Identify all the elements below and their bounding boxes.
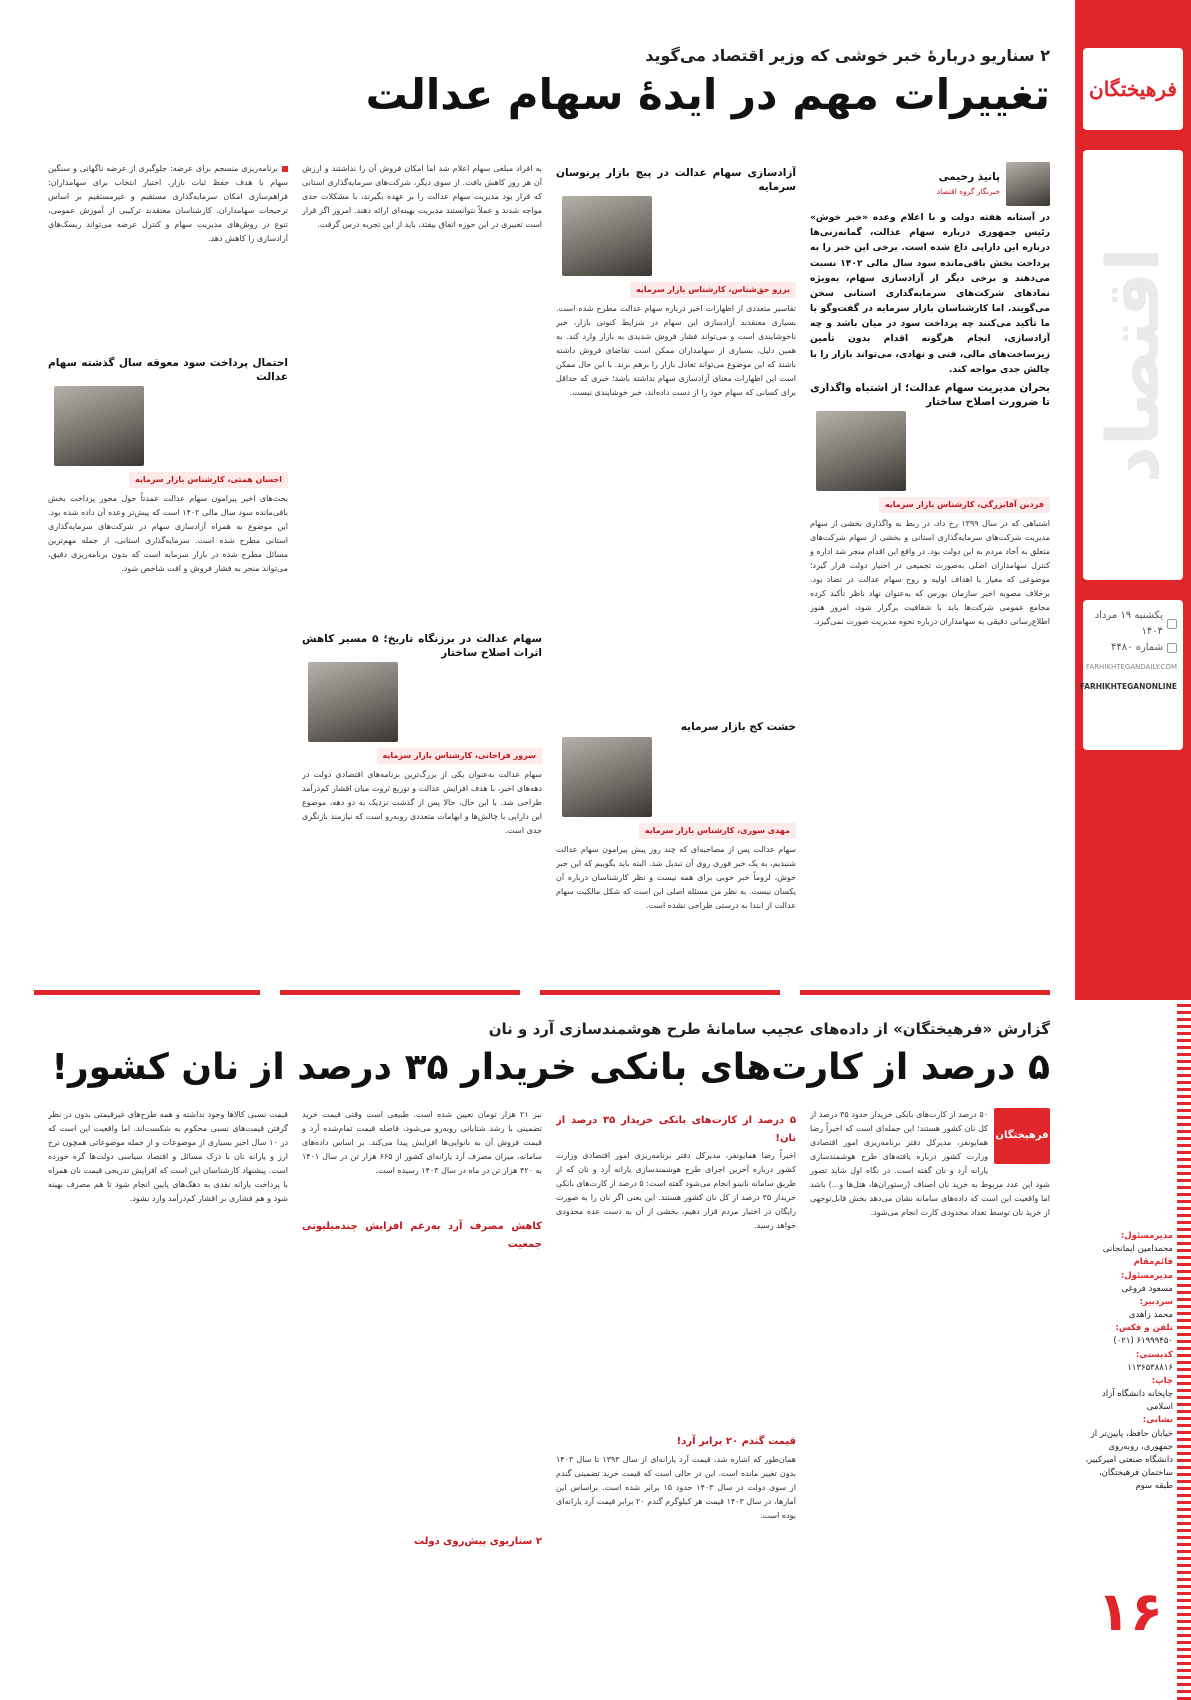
article-body: نیز ۲۱ هزار تومان تعیین شده است. طبیعی است وقتی قیمت خرید تضمینی با رشد شتابانی روبه‌رو می‌شود، فاصله قیمت تمام‌شده آرد و قیمت فروش آن به نانوایی‌ها افزایش پیدا می‌کند. بر اساس داده‌های سامانه، میزان مصرف آرد یارانه‌ای کشور از ۶۶۵ هزار تن در سال ۱۴۰۱ به ۴۲۰ هزار تن در ماه در سال ۱۴۰۳ رسیده است.: [302, 1110, 542, 1175]
byline-haghshenas: برزو حق‌شناس، کارشناس بازار سرمایه: [630, 282, 796, 298]
calendar-icon: [1167, 619, 1177, 629]
credit-key: نشانی:: [1142, 1415, 1173, 1426]
byline-hemmati: احسان همتی، کارشناس بازار سرمایه: [129, 472, 288, 488]
article-body: اخیراً رضا همایونفر، مدیرکل دفتر برنامه‌ریزی امور اقتصادی وزارت کشور درباره آخرین اجرای طرح هوشمندسازی یارانه آرد و نان که از طریق سامانه نانینو انجام می‌شود گفته است: ۵ درصد از کارت‌های بانکی خریدار ۳۵ درصد از کل نان کشور هستند. این یعنی اگر نان را به صورت رایگان در اختیار مردم قرار دهیم، بخشی از آن به دست عده محدودی خواهد رسید.: [556, 1151, 796, 1230]
credit-key: کدپستی:: [1135, 1349, 1173, 1360]
credit-value: چاپخانه دانشگاه آزاد اسلامی: [1101, 1389, 1173, 1413]
story1-column-a: [810, 162, 1050, 982]
article-body: قیمت نسبی کالاها وجود نداشته و همه طرح‌های غیرقیمتی بدون در نظر گرفتن قیمت‌های نسبی محکوم به شکست‌اند. اما واقعیت این است که در ۱۰ سال اخیر بسیاری از موضوعات و از جمله موضوعاتی همچون نرخ ارز و یارانه نان با درک مسائل و اقتصاد سیاسی دولت‌ها گره خورده است. پیشنهاد کارشناسان این است که افزایش تدریجی قیمت نان همراه با پرداخت یارانه نقدی به دهک‌های پایین انجام شود تا هم مصرف بهینه شود و هم فشاری بر اقشار کم‌درآمد وارد نشود.: [48, 1110, 288, 1203]
newspaper-logo[interactable]: فرهیختگان: [1083, 48, 1183, 130]
story2-kicker: گزارش «فرهیختگان» از داده‌های عجیب سامانهٔ طرح هوشمندسازی آرد و نان: [488, 1020, 1050, 1038]
credit-key: چاپ:: [1151, 1375, 1173, 1386]
section-divider: [540, 990, 780, 995]
subhead-crossroads: سهام عدالت در برزنگاه تاریخ؛ ۵ مسیر کاهش اثرات اصلاح ساختار: [302, 633, 542, 660]
issue-date: یکشنبه ۱۹ مرداد ۱۴۰۴: [1094, 610, 1163, 637]
story2-column-d: [48, 1108, 288, 1668]
credit-value: محمد زاهدی: [1128, 1310, 1173, 1321]
article-body: سهام عدالت به‌عنوان یکی از بزرگ‌ترین برنامه‌های اقتصادی دولت در دهه‌های اخیر، با هدف افزایش عدالت و توزیع ثروت میان اقشار کم‌درآمد طراحی شد. با این حال، حالا پس از گذشت نزدیک به دو دهه، موضوع این دارایی با چالش‌ها و ابهامات متعددی روبه‌رو است که نیازمند بازنگری جدی است.: [302, 770, 542, 836]
expert-photo-aghabozorgi: [816, 411, 906, 491]
subhead-five-percent: ۵ درصد از کارت‌های بانکی خریدار ۳۵ درصد از نان!: [556, 1115, 796, 1144]
bullet-marker: [282, 166, 288, 172]
credit-value: ۶۱۹۹۹۴۵۰ (۰۲۱): [1113, 1336, 1173, 1347]
page-number: ۱۶: [1097, 1580, 1163, 1643]
newspaper-icon: [1167, 643, 1177, 653]
section-divider: [280, 990, 520, 995]
story1-headline: تغییرات مهم در ایدهٔ سهام عدالت: [365, 70, 1050, 119]
subhead-liberation: آزادسازی سهام عدالت در پیچ بازار پرنوسان سرمایه: [556, 167, 796, 194]
credit-value: مسعود فروغی: [1121, 1283, 1173, 1294]
article-body: تفاسیر متعددی از اظهارات اخیر درباره سهام عدالت مطرح شده است. بسیاری معتقدند آزادسازی این سهام در شرایط کنونی بازار، خبر ناخوشایندی است و می‌تواند فشار فروش شدیدی به بازار وارد کند. به همین دلیل، بسیاری از سهامداران ممکن است تقاضای فروش داشته باشند که این موضوع می‌تواند تعادل بازار را برهم بزند. با این حال ممکن است این اظهارات معنای آزادسازی سهام نداشته باشد؛ خبری که حداقل برای کسانی که سهام خود را از دست داده‌اند، خبر خوشایندی نیست.: [556, 304, 796, 398]
issue-info: [1079, 600, 1183, 750]
article-body: همان‌طور که اشاره شد، قیمت آرد یارانه‌ای از سال ۱۳۹۳ تا سال ۱۴۰۳ بدون تغییر مانده است. این در حالی است که قیمت خرید تضمینی گندم از سوی دولت در سال ۱۴۰۳ حدود ۱۵ برابر شده است. براساس این آمارها، در سال ۱۴۰۳ قیمت هر کیلوگرم گندم ۲۰ برابر قیمت آرد یارانه‌ای بوده است.: [556, 1454, 796, 1520]
byline-farakhani: سرور فراخانی، کارشناس بازار سرمایه: [377, 748, 542, 764]
story1-column-c: [302, 162, 542, 982]
credit-key: قائم‌مقام مدیرمسئول:: [1120, 1257, 1173, 1281]
story1-column-b: [556, 162, 796, 982]
subhead-wheat-price: قیمت گندم ۲۰ برابر آرد!: [676, 1436, 796, 1447]
article-body: اشتباهی که در سال ۱۳۹۹ رخ داد، در ربط به واگذاری بخشی از سهام مدیریت شرکت‌های سرمایه‌گذاری استانی و بخشی از سهام شرکت‌های متعلق به آحاد مردم به این دولت بود. در واقع این اقدام منجر شد اداره و کنترل سهامداران اصلی به‌صورت تجمیعی در اختیار دولت قرار گیرد؛ موضوعی که معیار با اهداف اولیه و روح سهام عدالت در تضاد بود. برخلاف مصوبه اخیر سازمان بورس که به‌عنوان نهاد ناظر تأکید کرده مجامع عمومی شرکت‌ها باید با شفافیت برگزار شود، امروز هنوز اطلاع‌رسانی دقیقی به سهامداران درباره نحوه مدیریت صورت نمی‌گیرد.: [810, 519, 1050, 627]
right-sidebar: [1075, 0, 1191, 1700]
article-body: [48, 162, 288, 246]
byline-souri: مهدی سوری، کارشناس بازار سرمایه: [639, 823, 796, 839]
section-label: [1083, 150, 1183, 580]
story2-headline: ۵ درصد از کارت‌های بانکی خریدار ۳۵ درصد از نان کشور!: [51, 1047, 1050, 1088]
author-role: خبرنگار گروه اقتصاد: [936, 186, 1000, 196]
expert-photo-souri: [562, 737, 652, 817]
article-body: ۵۰ درصد از کارت‌های بانکی خریدار حدود ۳۵ درصد از کل نان کشور هستند؛ این جمله‌ای است که اخیراً رضا همایونفر، مدیرکل دفتر برنامه‌ریزی امور اقتصادی وزارت کشور درباره یافته‌های طرح هوشمندسازی یارانه آرد و نان گفته است. در نگاه اول شاید تصور شود این عدد مربوط به خرید نان اصناف (رستوران‌ها، هتل‌ها و...) باشد اما واقعیت این است که داده‌های سامانه نشان می‌دهد بخش قابل‌توجهی از خرید نان توسط تعداد محدودی کارت انجام می‌شود.: [810, 1110, 1050, 1217]
brand-mini-logo: فرهیختگان: [994, 1108, 1050, 1164]
article-body: به افراد مبلغی سهام اعلام شد اما امکان فروش آن را نداشتند و ارزش آن هر روز کاهش یافت. از سوی دیگر، شرکت‌های سرمایه‌گذاری استانی که قرار بود مدیریت سهام عدالت را بر عهده بگیرند، با مشکلات جدی مواجه شدند و عملاً نتوانستند مدیریت بهینه‌ای ارائه دهند. امروز اگر قرار است تغییری در این حوزه اتفاق بیفتد، باید از این تجربه درس گرفت.: [302, 164, 542, 229]
striped-bar: [1177, 1000, 1191, 1700]
story2-column-b: [556, 1108, 796, 1668]
article-body: سهام عدالت پس از مصاحبه‌ای که چند روز پیش پیرامون سهام عدالت شنیدیم، به یک خبر فوری روی آن تبدیل شد. البته باید بگوییم که این خبر خوش، لزوماً خبر خوبی برای همه نیست و نظر کارشناسان درباره آن یکسان نیست. به نظر من مسئله اصلی این است که شکل مالکیت سهام عدالت از ابتدا به درستی طراحی نشده است.: [556, 844, 796, 910]
story1-kicker: ۲ سناریو دربارهٔ خبر خوشی که وزیر اقتصاد می‌گوید: [645, 46, 1050, 65]
subhead-dividend: احتمال پرداخت سود معوقه سال گذشته سهام عدالت: [48, 357, 288, 384]
subhead-crisis: بحران مدیریت سهام عدالت؛ از اشتباه واگذاری تا ضرورت اصلاح ساختار: [810, 381, 1050, 409]
subhead-crooked-brick: خشت کج بازار سرمایه: [680, 721, 796, 734]
subhead-two-scenarios: ۲ سناریوی پیش‌روی دولت: [414, 1536, 542, 1547]
section-divider: [34, 990, 260, 995]
credit-key: سردبیر:: [1139, 1296, 1173, 1307]
section-divider: [800, 990, 1050, 995]
story1-lead: در آستانه هفته دولت و با اعلام وعده «خبر خوش» رئیس جمهوری درباره سهام عدالت، گمانه‌زنی‌ها درباره این دارایی داغ شده است. برخی این خبر را به پرداخت بخش باقی‌مانده سود سال مالی ۱۴۰۲ نسبت می‌دهند و برخی دیگر از آزادسازی سهام، به‌ویژه نمادهای شرکت‌های سرمایه‌گذاری استانی سخن می‌گویند. اما کارشناسان بازار سرمایه در گفت‌وگو با ما تأکید می‌کنند چه پرداخت سود در میان باشد و چه آزادسازی، انجام هرگونه اقدام بدون تأمین زیرساخت‌های مالی، فنی و نهادی، می‌تواند بازار را با چالش جدی مواجه کند.: [810, 212, 1050, 375]
story2-column-c: [302, 1108, 542, 1668]
story1-column-d: [48, 162, 288, 982]
credit-key: مدیرمسئول:: [1120, 1231, 1173, 1241]
masthead-credits: [1081, 1230, 1173, 1493]
website-link[interactable]: FARHIKHTEGANDAILY.COM: [1086, 663, 1177, 671]
issue-number: شماره ۴۴۸۰: [1111, 642, 1163, 653]
bullet-text: برنامه‌ریزی منسجم برای عرضه: جلوگیری از عرضه ناگهانی و سنگین سهام با هدف حفظ ثبات بازار. اختیار انتخاب برای سهامداران: فراهم‌سازی امکان سرمایه‌گذاری مستقیم و غیرمستقیم بر اساس ترجیحات سهامداران. کارشناسان معتقدند ترکیبی از آموزش عمومی، تنوع در روش‌های مدیریت سهام و کنترل عرضه می‌تواند ریسک‌های آزادسازی را کاهش دهد.: [48, 164, 288, 243]
story2-column-a: [810, 1108, 1050, 1668]
section-title: اقتصاد: [1091, 246, 1175, 484]
expert-photo-hemmati: [54, 386, 144, 466]
main-content: [34, 0, 1050, 1700]
author-photo: [1006, 162, 1050, 206]
byline-aghabozorgi: فردین آقابزرگی، کارشناس بازار سرمایه: [879, 497, 1050, 513]
credit-value: خیابان حافظ، پایین‌تر از جمهوری، روبه‌روی دانشگاه صنعتی امیرکبیر، ساختمان فرهیختگان، طبقه سوم: [1085, 1428, 1173, 1492]
credit-value: محمدامین ایمانجانی: [1102, 1244, 1173, 1255]
author-box: [810, 162, 1050, 206]
credit-value: ۱۱۳۶۵۳۸۸۱۶: [1127, 1362, 1173, 1373]
article-body: بحث‌های اخیر پیرامون سهام عدالت عمدتاً حول محور پرداخت بخش باقی‌مانده سود سال مالی ۱۴۰۲ است که پیش‌تر وعده آن داده شده بود. این موضوع به همراه آزادسازی سهام در شرکت‌های سرمایه‌گذاری استانی مطرح شده است. سرمایه‌گذاری استانی، از جمله مهم‌ترین مسائل مطرح شده در بازار سرمایه است که بدون برنامه‌ریزی دقیق، می‌تواند منجر به فشار فروش و افت شاخص شود.: [48, 494, 288, 574]
subhead-flour-consumption: کاهش مصرف آرد به‌رغم افزایش چندمیلیونی جمعیت: [302, 1221, 542, 1250]
social-handle[interactable]: FARHIKHTEGANONLINE: [1079, 682, 1177, 692]
expert-photo-haghshenas: [562, 196, 652, 276]
expert-photo-farakhani: [308, 662, 398, 742]
author-name: پانیذ رحیمی: [938, 171, 1000, 184]
credit-key: تلفن و فکس:: [1115, 1323, 1173, 1334]
